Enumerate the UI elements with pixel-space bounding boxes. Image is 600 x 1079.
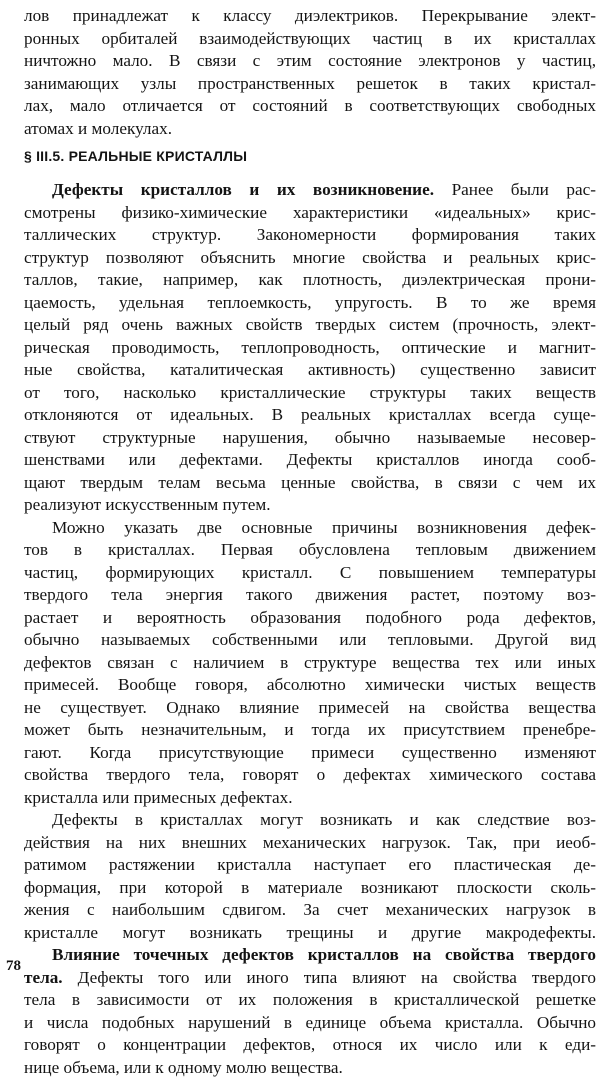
text-line: таллических структур. Закономерности формирования таких (24, 224, 596, 247)
section-heading: § III.5. РЕАЛЬНЫЕ КРИСТАЛЛЫ (24, 148, 247, 164)
text-line: не существует. Однако влияние примесей на свойства вещества (24, 697, 596, 720)
text-line: дефектов связан с наличием в структуре вещества тех или иных (24, 652, 596, 675)
text-line: и числа подобных нарушений в единице объема кристалла. Обычно (24, 1012, 596, 1035)
text-line: частиц, формирующих кристалл. С повышением температуры (24, 562, 596, 585)
text-line: щают твердым телам весьма ценные свойства, в связи с чем их (24, 472, 596, 495)
text-line: нице объема, или к одному молю вещества. (24, 1057, 596, 1079)
page-number: 78 (6, 958, 21, 975)
paragraph-defects-origin (24, 179, 596, 517)
text-line: занимающих узлы пространственных решеток в таких кристал- (24, 73, 596, 96)
text-line: рическая проводимость, теплопроводность, оптические и магнит- (24, 337, 596, 360)
paragraph-defect-causes (24, 517, 596, 810)
text-line (24, 179, 596, 202)
text-line: примесей. Вообще говоря, абсолютно химически чистых веществ (24, 674, 596, 697)
text-line: лов принадлежат к классу диэлектриков. Перекрывание элект- (24, 5, 596, 28)
text-line: таллов, такие, например, как плотность, диэлектрическая прони- (24, 269, 596, 292)
text-line: Можно указать две основные причины возникновения дефек- (24, 517, 596, 540)
text-line: жения с наибольшим сдвигом. За счет механических нагрузок в (24, 899, 596, 922)
text-line: Дефекты в кристаллах могут возникать и как следствие воз- (24, 809, 596, 832)
text-line: может быть незначительным, и тогда их присутствием пренебре- (24, 719, 596, 742)
text-line: ратимом растяжении кристалла наступает его пластическая де- (24, 854, 596, 877)
paragraph-point-defects (24, 944, 596, 1079)
text-line: кристалла или примесных дефектах. (24, 787, 596, 810)
text-line: формация, при которой в материале возникают плоскости сколь- (24, 877, 596, 900)
text-line: свойства твердого тела, говорят о дефектах химического состава (24, 764, 596, 787)
text-fragment: Дефекты того или иного типа влияют на свойства твердого (63, 968, 596, 987)
top-paragraph (24, 5, 596, 140)
text-line: ничтожно мало. В связи с этим состояние электронов у частиц, (24, 50, 596, 73)
text-line: говорят о концентрации дефектов, относя их число или к еди- (24, 1034, 596, 1057)
text-line: ствуют структурные нарушения, обычно называемые несовер- (24, 427, 596, 450)
text-line: кристалле могут возникать трещины и другие макродефекты. (24, 922, 596, 945)
text-line: обычно называемых собственными или тепловыми. Другой вид (24, 629, 596, 652)
text-fragment: Ранее были рас- (434, 180, 596, 199)
text-line: растает и вероятность образования подобного рода дефектов, (24, 607, 596, 630)
text-line: действия на них внешних механических нагрузок. Так, при иеоб- (24, 832, 596, 855)
text-line: от того, насколько кристаллические структуры таких веществ (24, 382, 596, 405)
text-line: реализуют искусственным путем. (24, 494, 596, 517)
text-line: тела в зависимости от их положения в кристаллической решетке (24, 989, 596, 1012)
paragraph-lead: Дефекты кристаллов и их возникновение. (52, 180, 434, 199)
text-line: целый ряд очень важных свойств твердых систем (прочность, элект- (24, 314, 596, 337)
text-line: структур позволяют объяснить многие свойства и реальных крис- (24, 247, 596, 270)
text-line: твердого тела энергия такого движения растет, поэтому воз- (24, 584, 596, 607)
text-line: гают. Когда присутствующие примеси существенно изменяют (24, 742, 596, 765)
text-line: отклоняются от идеальных. В реальных кристаллах всегда суще- (24, 404, 596, 427)
text-line: смотрены физико-химические характеристики «идеальных» крис- (24, 202, 596, 225)
text-line: цаемость, удельная теплоемкость, упругость. В то же время (24, 292, 596, 315)
text-line: ронных орбиталей взаимодействующих частиц в их кристаллах (24, 28, 596, 51)
text-line: тов в кристаллах. Первая обусловлена тепловым движением (24, 539, 596, 562)
paragraph-mechanical-defects (24, 809, 596, 944)
text-line: атомах и молекулах. (24, 118, 596, 141)
text-line: шенствами или дефектами. Дефекты кристаллов иногда сооб- (24, 449, 596, 472)
paragraph-lead: тела. (24, 968, 63, 987)
text-line: лах, мало отличается от состояний в соответствующих свободных (24, 95, 596, 118)
text-line: ные свойства, каталитическая активность) существенно зависит (24, 359, 596, 382)
paragraph-lead: Влияние точечных дефектов кристаллов на свойства твердого (24, 944, 596, 967)
